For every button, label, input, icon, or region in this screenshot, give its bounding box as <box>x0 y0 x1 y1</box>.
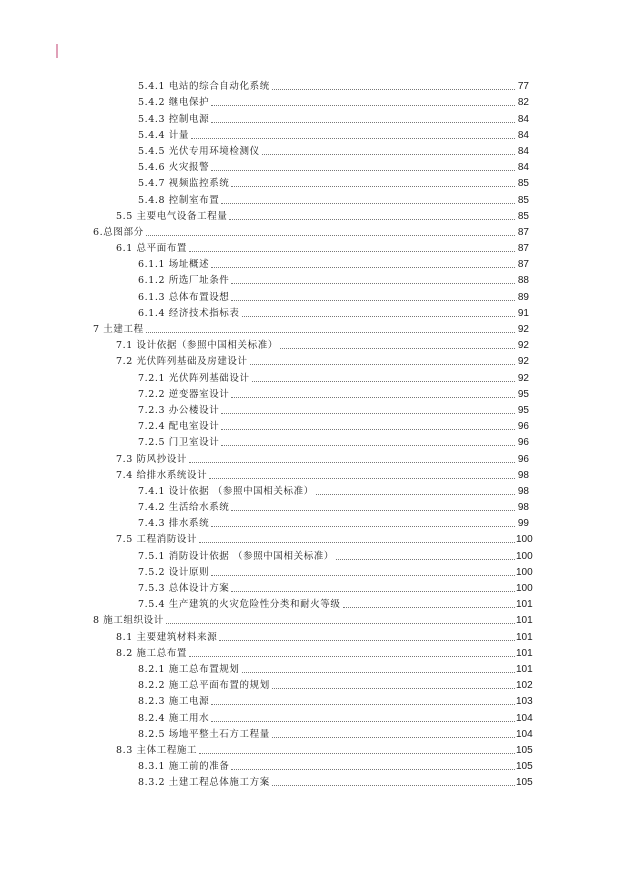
toc-entry-page-number: 101 <box>516 615 533 627</box>
toc-entry-title: 5.5 主要电气设备工程量 <box>116 210 228 222</box>
toc-entry[interactable] <box>0 206 621 222</box>
toc-entry[interactable] <box>0 108 621 124</box>
dot-leader <box>231 299 515 301</box>
toc-entry-title: 5.4.6 火灾报警 <box>138 162 210 174</box>
dot-leader <box>221 412 515 414</box>
dot-leader <box>221 444 515 446</box>
toc-entry-title: 8.3.2 土建工程总体施工方案 <box>138 777 270 789</box>
toc-entry-page-number: 101 <box>516 631 533 643</box>
toc-entry[interactable] <box>0 303 621 319</box>
toc-entry[interactable] <box>0 254 621 270</box>
toc-entry-title: 7 土建工程 <box>93 324 144 335</box>
table-of-contents <box>0 76 621 788</box>
toc-entry[interactable] <box>0 157 621 173</box>
toc-entry[interactable] <box>0 141 621 157</box>
toc-entry-title: 7.4.1 设计依据 （参照中国相关标准） <box>138 485 314 497</box>
toc-entry[interactable] <box>0 545 621 561</box>
dot-leader <box>199 541 515 543</box>
dot-leader <box>280 347 515 349</box>
toc-entry[interactable] <box>0 76 621 92</box>
dot-leader <box>242 671 516 673</box>
toc-entry-title: 6.1 总平面布置 <box>116 243 188 255</box>
toc-entry[interactable] <box>0 610 621 626</box>
toc-entry[interactable] <box>0 740 621 756</box>
toc-entry-page-number: 92 <box>517 372 529 384</box>
toc-entry-page-number: 87 <box>517 259 529 271</box>
toc-entry[interactable] <box>0 448 621 464</box>
toc-entry[interactable] <box>0 772 621 788</box>
toc-entry-title: 7.5.4 生产建筑的火灾危险性分类和耐火等级 <box>138 599 341 611</box>
dot-leader <box>231 396 515 398</box>
dot-leader <box>221 428 515 430</box>
dot-leader <box>211 169 515 171</box>
toc-entry-title: 8.3 主体工程施工 <box>116 744 198 756</box>
toc-entry-title: 7.5 工程消防设计 <box>116 534 198 546</box>
toc-entry-page-number: 84 <box>517 129 529 141</box>
toc-entry-page-number: 92 <box>517 340 529 352</box>
toc-entry[interactable] <box>0 432 621 448</box>
toc-entry[interactable] <box>0 286 621 302</box>
toc-entry[interactable] <box>0 125 621 141</box>
toc-entry-page-number: 96 <box>517 453 529 465</box>
dot-leader <box>272 687 515 689</box>
toc-entry-title: 5.4.8 控制室布置 <box>138 194 220 206</box>
dot-leader <box>189 461 515 463</box>
dot-leader <box>242 315 516 317</box>
toc-entry-page-number: 85 <box>517 210 529 222</box>
toc-entry[interactable] <box>0 756 621 772</box>
dot-leader <box>336 558 515 560</box>
dot-leader <box>146 234 515 236</box>
toc-entry-page-number: 100 <box>516 534 533 546</box>
toc-entry-title: 6.1.2 所选厂址条件 <box>138 275 230 287</box>
toc-entry-title: 7.2.1 光伏阵列基础设计 <box>138 372 250 384</box>
toc-entry[interactable] <box>0 173 621 189</box>
toc-entry-page-number: 87 <box>517 226 529 238</box>
dot-leader <box>231 509 515 511</box>
toc-entry-page-number: 96 <box>517 421 529 433</box>
dot-leader <box>343 606 516 608</box>
toc-entry[interactable] <box>0 335 621 351</box>
toc-entry-title: 8.1 主要建筑材料来源 <box>116 631 218 643</box>
toc-entry-page-number: 104 <box>516 712 533 724</box>
toc-entry-title: 8.2.5 场地平整土石方工程量 <box>138 728 270 740</box>
toc-entry[interactable] <box>0 691 621 707</box>
toc-entry-page-number: 96 <box>517 437 529 449</box>
toc-entry-page-number: 98 <box>517 502 529 514</box>
dot-leader <box>211 720 515 722</box>
toc-entry[interactable] <box>0 238 621 254</box>
toc-entry[interactable] <box>0 659 621 675</box>
toc-entry-title: 8.2.2 施工总平面布置的规划 <box>138 680 270 692</box>
toc-entry-title: 8.2.3 施工电源 <box>138 696 210 708</box>
toc-entry-page-number: 101 <box>516 599 533 611</box>
toc-entry[interactable] <box>0 675 621 691</box>
toc-entry-page-number: 101 <box>516 663 533 675</box>
toc-entry-page-number: 87 <box>517 243 529 255</box>
toc-entry-page-number: 100 <box>516 550 533 562</box>
dot-leader <box>231 590 515 592</box>
toc-entry-title: 7.2 光伏阵列基础及房建设计 <box>116 356 248 368</box>
toc-entry-page-number: 102 <box>516 680 533 692</box>
toc-entry-page-number: 85 <box>517 194 529 206</box>
dot-leader <box>229 218 515 220</box>
dot-leader <box>231 185 515 187</box>
toc-entry-page-number: 105 <box>516 761 533 773</box>
toc-entry-title: 6.1.4 经济技术指标表 <box>138 307 240 319</box>
dot-leader <box>272 784 515 786</box>
dot-leader <box>316 493 515 495</box>
toc-entry-title: 7.4.3 排水系统 <box>138 518 210 530</box>
dot-leader <box>211 703 515 705</box>
toc-entry-page-number: 77 <box>517 81 529 93</box>
toc-entry-page-number: 84 <box>517 145 529 157</box>
toc-entry[interactable] <box>0 189 621 205</box>
toc-entry-page-number: 91 <box>517 307 529 319</box>
toc-entry[interactable] <box>0 497 621 513</box>
dot-leader <box>221 202 515 204</box>
toc-entry-title: 8.2.4 施工用水 <box>138 712 210 724</box>
toc-entry-page-number: 103 <box>516 696 533 708</box>
toc-entry-title: 7.3 防风抄设计 <box>116 453 188 465</box>
toc-entry-title: 5.4.4 计量 <box>138 129 189 141</box>
dot-leader <box>211 104 515 106</box>
dot-leader <box>189 250 515 252</box>
toc-entry-page-number: 105 <box>516 744 533 756</box>
toc-entry-page-number: 98 <box>517 485 529 497</box>
toc-entry-title: 6.1.3 总体布置设想 <box>138 291 230 303</box>
page-edge-mark <box>56 44 58 58</box>
toc-entry[interactable] <box>0 384 621 400</box>
toc-entry-page-number: 100 <box>516 583 533 594</box>
dot-leader <box>146 331 515 333</box>
toc-entry[interactable] <box>0 400 621 416</box>
toc-entry-title: 7.5.3 总体设计方案 <box>138 583 230 594</box>
toc-entry-title: 7.1 设计依据（参照中国相关标准） <box>116 340 278 352</box>
dot-leader <box>199 752 515 754</box>
toc-entry-page-number: 85 <box>517 178 529 190</box>
toc-entry-page-number: 89 <box>517 291 529 303</box>
dot-leader <box>211 525 515 527</box>
toc-entry-page-number: 105 <box>516 777 533 789</box>
toc-entry-title: 7.2.5 门卫室设计 <box>138 437 220 449</box>
dot-leader <box>189 655 515 657</box>
toc-entry-page-number: 88 <box>517 275 529 287</box>
toc-entry-title: 7.5.2 设计原则 <box>138 566 210 578</box>
dot-leader <box>211 574 515 576</box>
toc-entry[interactable] <box>0 416 621 432</box>
toc-entry[interactable] <box>0 319 621 335</box>
dot-leader <box>272 736 515 738</box>
toc-entry-title: 7.5.1 消防设计依据 （参照中国相关标准） <box>138 550 335 562</box>
toc-entry-title: 7.4 给排水系统设计 <box>116 469 208 481</box>
toc-entry-title: 6.总图部分 <box>93 226 144 238</box>
toc-entry[interactable] <box>0 351 621 367</box>
toc-entry-page-number: 99 <box>517 518 529 530</box>
toc-entry[interactable] <box>0 529 621 545</box>
toc-entry-page-number: 82 <box>517 97 529 109</box>
toc-entry-title: 5.4.5 光伏专用环境检测仪 <box>138 145 260 157</box>
toc-entry[interactable] <box>0 626 621 642</box>
toc-entry-title: 7.2.4 配电室设计 <box>138 421 220 433</box>
toc-entry-page-number: 84 <box>517 113 529 125</box>
toc-entry[interactable] <box>0 513 621 529</box>
dot-leader <box>231 768 515 770</box>
dot-leader <box>166 622 515 624</box>
toc-entry-title: 7.4.2 生活给水系统 <box>138 502 230 514</box>
toc-entry[interactable] <box>0 465 621 481</box>
toc-entry[interactable] <box>0 481 621 497</box>
toc-entry-title: 8.2 施工总布置 <box>116 647 188 659</box>
toc-entry-title: 5.4.1 电站的综合自动化系统 <box>138 81 270 93</box>
dot-leader <box>211 266 515 268</box>
toc-entry-page-number: 100 <box>516 566 533 578</box>
toc-entry-title: 8.3.1 施工前的准备 <box>138 761 230 773</box>
toc-entry-title: 7.2.3 办公楼设计 <box>138 404 220 416</box>
toc-entry[interactable] <box>0 562 621 578</box>
toc-entry-title: 5.4.7 视频监控系统 <box>138 178 230 190</box>
dot-leader <box>262 153 515 155</box>
toc-entry[interactable] <box>0 707 621 723</box>
toc-entry[interactable] <box>0 643 621 659</box>
toc-entry-page-number: 92 <box>517 356 529 368</box>
dot-leader <box>231 282 515 284</box>
toc-entry-title: 5.4.2 继电保护 <box>138 97 210 109</box>
toc-entry-title: 6.1.1 场址概述 <box>138 259 210 271</box>
toc-entry[interactable] <box>0 367 621 383</box>
toc-entry[interactable] <box>0 92 621 108</box>
toc-entry-page-number: 92 <box>517 324 529 335</box>
dot-leader <box>272 88 515 90</box>
dot-leader <box>211 121 515 123</box>
toc-entry[interactable] <box>0 594 621 610</box>
toc-entry[interactable] <box>0 222 621 238</box>
toc-entry-title: 5.4.3 控制电源 <box>138 113 210 125</box>
toc-entry-title: 7.2.2 逆变器室设计 <box>138 388 230 400</box>
toc-entry-title: 8.2.1 施工总布置规划 <box>138 663 240 675</box>
dot-leader <box>250 363 515 365</box>
toc-entry-page-number: 101 <box>516 647 533 659</box>
dot-leader <box>252 380 515 382</box>
toc-entry-page-number: 98 <box>517 469 529 481</box>
toc-entry-page-number: 104 <box>516 728 533 740</box>
toc-entry-page-number: 95 <box>517 388 529 400</box>
toc-entry[interactable] <box>0 270 621 286</box>
toc-entry-page-number: 84 <box>517 162 529 174</box>
toc-entry[interactable] <box>0 724 621 740</box>
toc-entry-page-number: 95 <box>517 404 529 416</box>
toc-entry[interactable] <box>0 578 621 594</box>
dot-leader <box>191 137 515 139</box>
dot-leader <box>219 639 515 641</box>
dot-leader <box>209 477 515 479</box>
toc-entry-title: 8 施工组织设计 <box>93 615 164 627</box>
